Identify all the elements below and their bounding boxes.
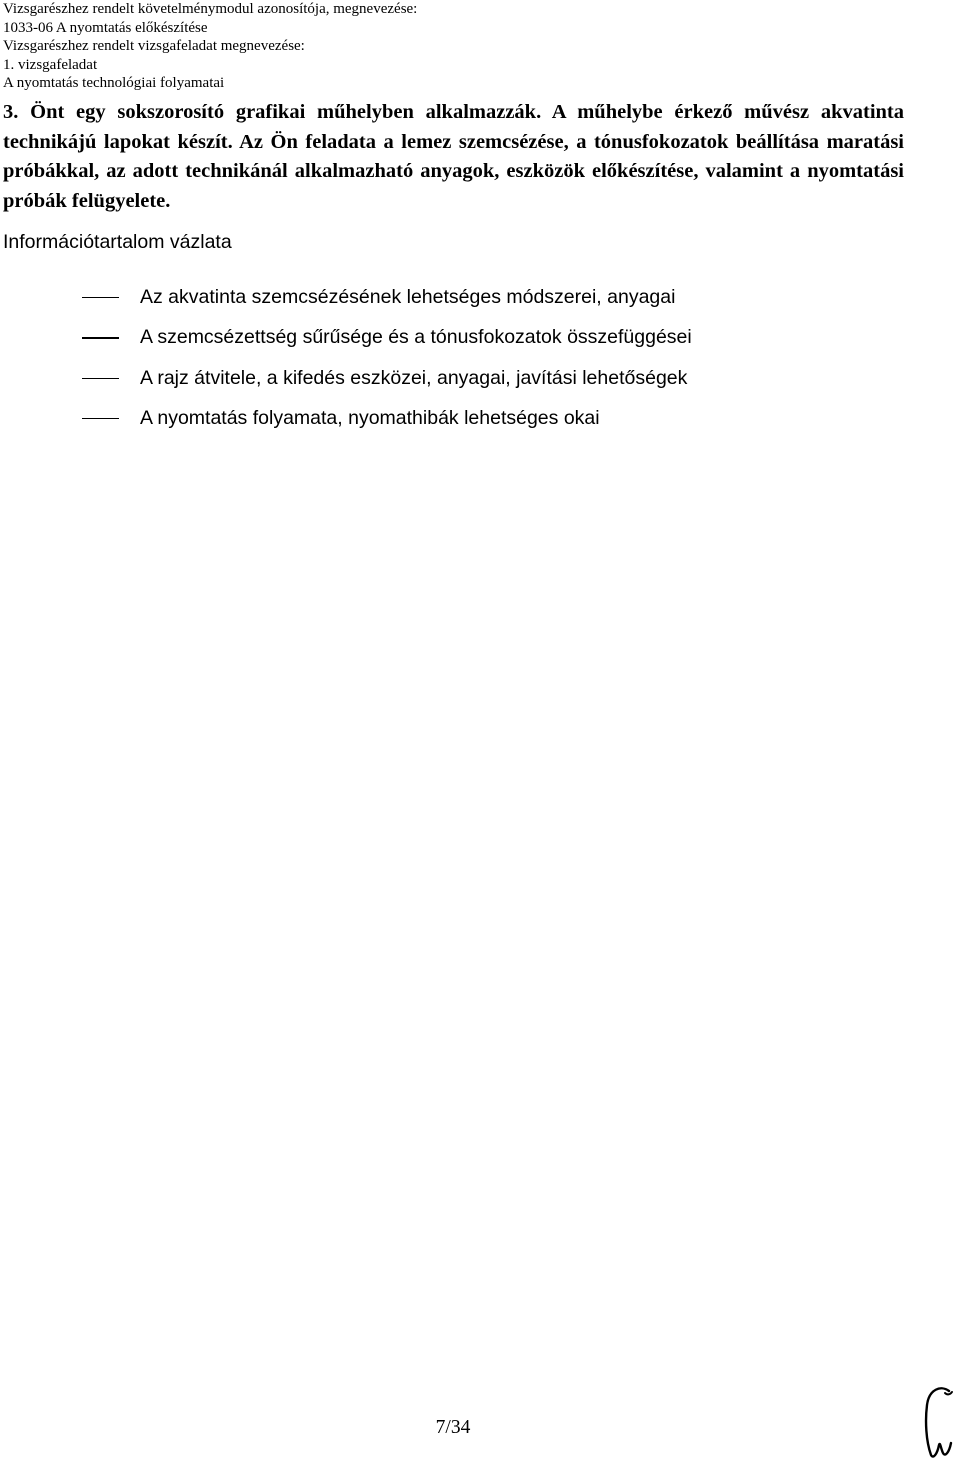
info-outline-title: Információtartalom vázlata (3, 231, 232, 253)
list-item-text: A nyomtatás folyamata, nyomathibák lehetséges okai (140, 406, 600, 429)
list-item-text: Az akvatinta szemcsézésének lehetséges módszerei, anyagai (140, 286, 676, 308)
dash-bullet-icon (82, 297, 119, 298)
page-number: 7/34 (435, 1417, 471, 1438)
list-item (0, 283, 960, 323)
list-item (0, 364, 960, 404)
task-description: 3. Önt egy sokszorosító grafikai műhelyben alkalmazzák. A műhelybe érkező művész akvatinta technikájú lapokat készít. Az Ön feladata a lemez szemcsézése, a tónusfokozatok beállítása maratási próbákkal, az adott technikánál alkalmazható anyagok, eszközök előkészítése, valamint a nyomtatási próbák felügyelete. (3, 101, 904, 213)
dash-bullet-icon (82, 418, 119, 419)
header-line-task-label: Vizsgarészhez rendelt vizsgafeladat megnevezése: (3, 38, 305, 55)
list-item-text: A rajz átvitele, a kifedés eszközei, anyagai, javítási lehetőségek (140, 366, 688, 389)
info-outline-list (0, 283, 960, 444)
header-line-module-label: Vizsgarészhez rendelt követelménymodul azonosítója, megnevezése: (3, 1, 418, 17)
list-item-text: A szemcsézettség sűrűsége és a tónusfokozatok összefüggései (140, 326, 692, 349)
header-line-task-name: A nyomtatás technológiai folyamatai (3, 75, 225, 92)
document-header (3, 0, 417, 93)
header-line-task-number: 1. vizsgafeladat (3, 56, 98, 73)
list-item (0, 323, 960, 363)
handwritten-signature-icon (915, 1383, 960, 1463)
list-item (0, 404, 960, 444)
dash-bullet-icon (82, 337, 119, 338)
header-line-module-id: 1033-06 A nyomtatás előkészítése (3, 19, 208, 36)
dash-bullet-icon (82, 378, 119, 379)
